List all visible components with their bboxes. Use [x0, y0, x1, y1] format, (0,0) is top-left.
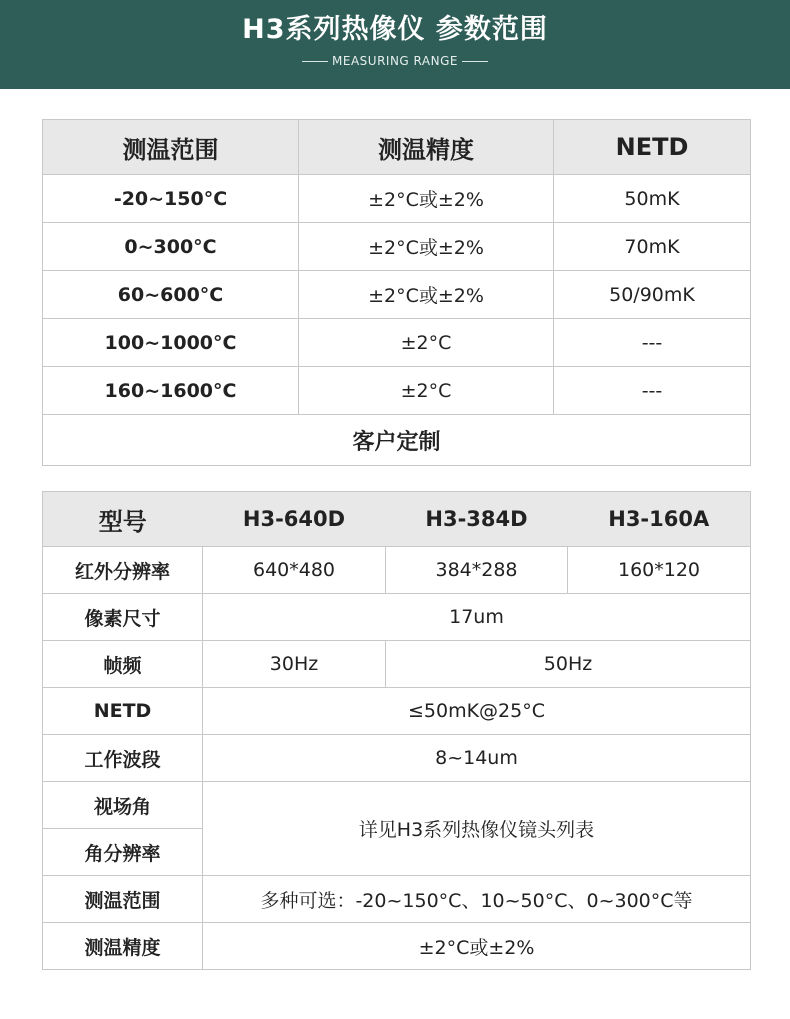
- frame-rate-cell: 30Hz: [203, 641, 386, 688]
- resolution-cell: 160*120: [568, 547, 751, 594]
- resolution-cell: 640*480: [203, 547, 386, 594]
- temp-range-cell: 多种可选：-20~150°C、10~50°C、0~300°C等: [203, 876, 751, 923]
- accuracy-cell: ±2°C或±2%: [299, 223, 554, 271]
- column-header-range: 测温范围: [43, 120, 299, 175]
- column-header-model: 型号: [43, 492, 203, 547]
- row-label-band: 工作波段: [43, 735, 203, 782]
- pixel-size-cell: 17um: [203, 594, 751, 641]
- table-row: [43, 594, 751, 641]
- accuracy-cell: ±2°C: [299, 367, 554, 415]
- netd-cell: 70mK: [554, 223, 751, 271]
- range-cell: 160~1600°C: [43, 367, 299, 415]
- row-label-netd: NETD: [43, 688, 203, 735]
- table-row: [43, 319, 751, 367]
- netd-cell: ≤50mK@25°C: [203, 688, 751, 735]
- subtitle-row: [0, 52, 790, 70]
- table-row: [43, 876, 751, 923]
- temp-accuracy-cell: ±2°C或±2%: [203, 923, 751, 970]
- page-header: [0, 0, 790, 89]
- measuring-range-table: [42, 119, 751, 466]
- table-row: [43, 271, 751, 319]
- table-row: [43, 735, 751, 782]
- table-row: [43, 547, 751, 594]
- column-header-accuracy: 测温精度: [299, 120, 554, 175]
- lens-note-cell: 详见H3系列热像仪镜头列表: [203, 782, 751, 876]
- column-header-h3-640d: H3-640D: [203, 492, 386, 547]
- table-row: [43, 688, 751, 735]
- resolution-cell: 384*288: [386, 547, 568, 594]
- row-label-frame-rate: 帧频: [43, 641, 203, 688]
- page-subtitle: MEASURING RANGE: [332, 54, 458, 68]
- model-spec-table: [42, 491, 751, 970]
- row-label-fov: 视场角: [43, 782, 203, 829]
- column-header-h3-384d: H3-384D: [386, 492, 568, 547]
- column-header-h3-160a: H3-160A: [568, 492, 751, 547]
- divider-right: [462, 61, 488, 62]
- netd-cell: 50/90mK: [554, 271, 751, 319]
- accuracy-cell: ±2°C或±2%: [299, 271, 554, 319]
- column-header-netd: NETD: [554, 120, 751, 175]
- frame-rate-cell: 50Hz: [386, 641, 751, 688]
- netd-cell: ---: [554, 367, 751, 415]
- row-label-resolution: 红外分辨率: [43, 547, 203, 594]
- netd-cell: ---: [554, 319, 751, 367]
- range-cell: 100~1000°C: [43, 319, 299, 367]
- range-cell: 60~600°C: [43, 271, 299, 319]
- range-cell: 0~300°C: [43, 223, 299, 271]
- custom-order-cell: 客户定制: [43, 415, 751, 466]
- band-cell: 8~14um: [203, 735, 751, 782]
- row-label-temp-range: 测温范围: [43, 876, 203, 923]
- netd-cell: 50mK: [554, 175, 751, 223]
- accuracy-cell: ±2°C或±2%: [299, 175, 554, 223]
- table-footer-row: [43, 415, 751, 466]
- row-label-ifov: 角分辨率: [43, 829, 203, 876]
- table-row: [43, 641, 751, 688]
- table-row: [43, 223, 751, 271]
- table-header-row: [43, 120, 751, 175]
- table-header-row: [43, 492, 751, 547]
- page-title: H3系列热像仪 参数范围: [242, 14, 548, 45]
- table-row: [43, 175, 751, 223]
- row-label-temp-accuracy: 测温精度: [43, 923, 203, 970]
- row-label-pixel-size: 像素尺寸: [43, 594, 203, 641]
- accuracy-cell: ±2°C: [299, 319, 554, 367]
- table-row: [43, 367, 751, 415]
- table-row: [43, 782, 751, 829]
- divider-left: [302, 61, 328, 62]
- range-cell: -20~150°C: [43, 175, 299, 223]
- table-row: [43, 923, 751, 970]
